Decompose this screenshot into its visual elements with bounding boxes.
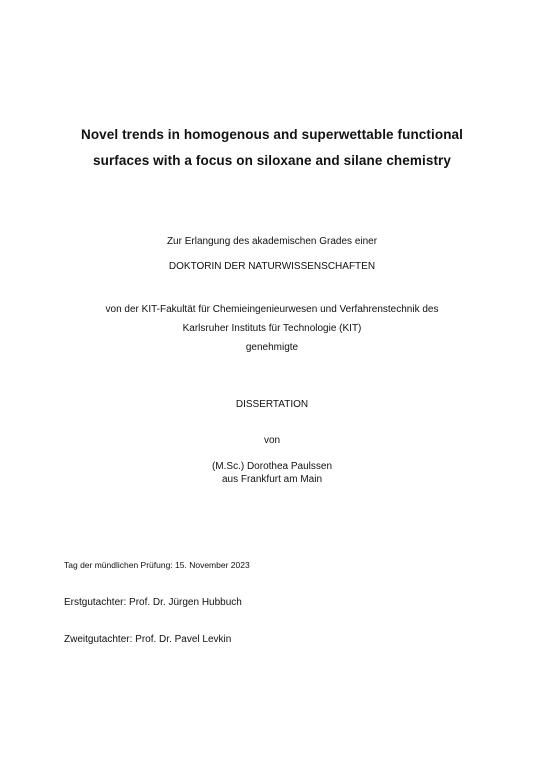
first-reviewer: Erstgutachter: Prof. Dr. Jürgen Hubbuch (64, 597, 242, 608)
document-type: DISSERTATION (235, 399, 309, 410)
faculty-line-2: Karlsruher Instituts für Technologie (KIT) (182, 323, 362, 334)
author-origin: aus Frankfurt am Main (221, 474, 323, 485)
thesis-title-line-1: Novel trends in homogenous and superwettable functional (80, 127, 464, 142)
second-reviewer: Zweitgutachter: Prof. Dr. Pavel Levkin (64, 634, 232, 645)
degree-intro: Zur Erlangung des akademischen Grades einer (166, 236, 378, 247)
faculty-line-1: von der KIT-Fakultät für Chemieingenieurwesen und Verfahrenstechnik des (105, 304, 439, 315)
thesis-title-line-2: surfaces with a focus on siloxane and silane chemistry (92, 153, 452, 168)
author-name: (M.Sc.) Dorothea Paulssen (211, 461, 333, 472)
by-label: von (263, 435, 281, 446)
degree-name: DOKTORIN DER NATURWISSENSCHAFTEN (168, 261, 376, 272)
exam-date: Tag der mündlichen Prüfung: 15. November 2023 (64, 560, 250, 570)
faculty-line-3: genehmigte (245, 342, 299, 353)
